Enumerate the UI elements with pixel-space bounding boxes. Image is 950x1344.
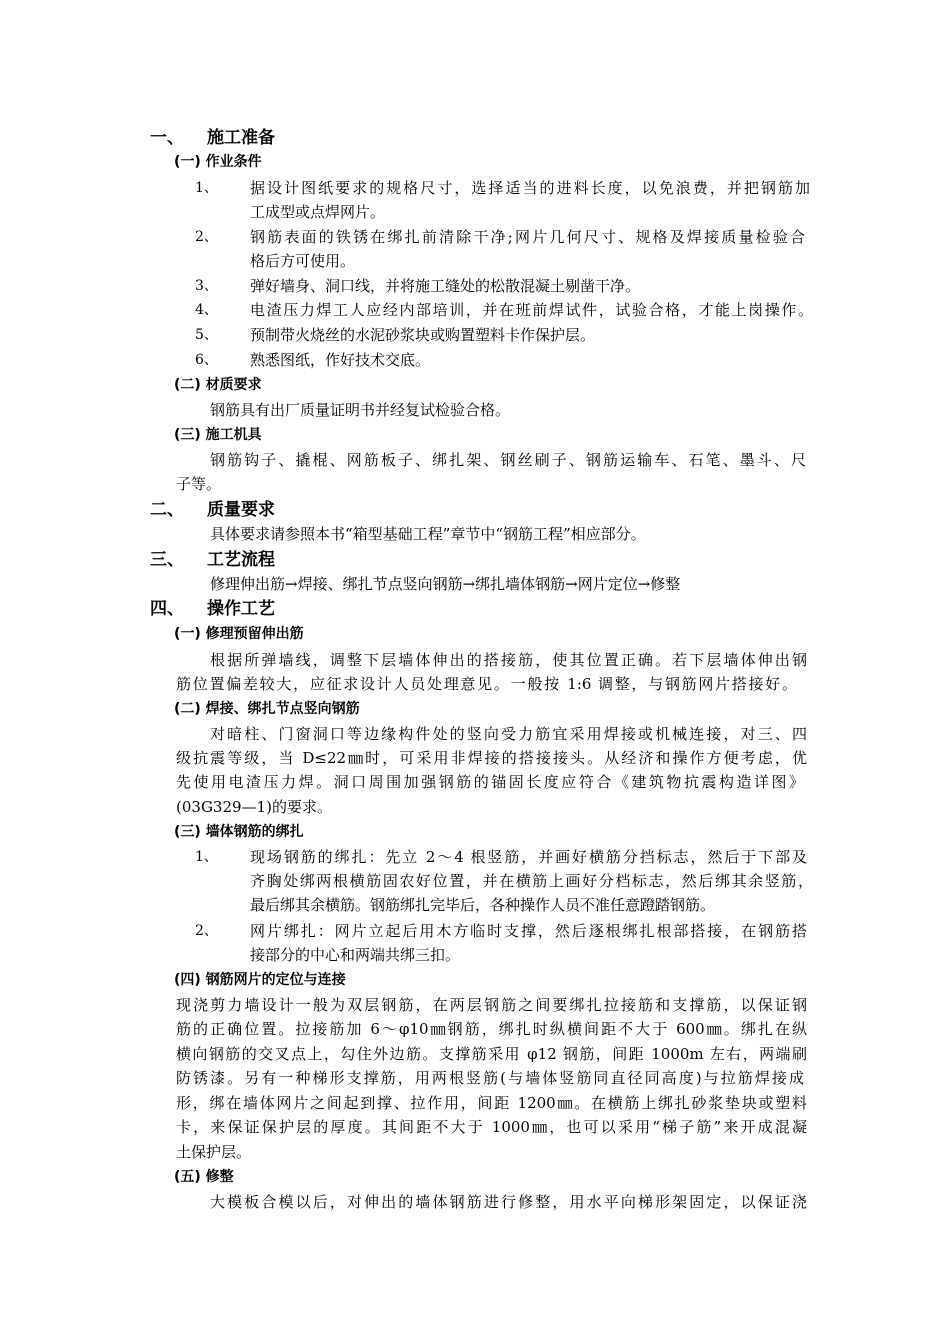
- subsection-4-4-title: (四) 钢筋网片的定位与连接: [174, 972, 346, 988]
- item-number: 1、: [195, 180, 218, 196]
- subsection-1-1-title: (一) 作业条件: [174, 154, 262, 170]
- item-number: 6、: [195, 352, 218, 368]
- item-text: 熟悉图纸，作好技术交底。: [250, 351, 431, 369]
- item-text-cont: 齐胸处绑两根横筋固农好位置，并在横筋上画好分档标志，然后绑其余竖筋，: [250, 872, 813, 890]
- subsection-4-1-title: (一) 修理预留伸出筋: [174, 626, 304, 642]
- paragraph-text: 对暗柱、门窗洞口等边缘构件处的竖向受力筋宜采用焊接或机械连接，对三、四: [210, 725, 807, 743]
- item-text: 弹好墙身、洞口线，并将施工缝处的松散混凝土剔凿干净。: [250, 277, 641, 295]
- paragraph-text: 钢筋钩子、撬棍、网筋板子、绑扎架、钢丝刷子、钢筋运输车、石笔、墨斗、尺: [210, 451, 806, 469]
- section-4-number: 四、: [150, 599, 184, 619]
- item-text: 电渣压力焊工人应经内部培训，并在班前焊试件，试验合格，才能上岗操作。: [250, 301, 813, 319]
- item-number: 2、: [195, 229, 218, 245]
- item-text: 现场钢筋的绑扎：先立 2～4 根竖筋，并画好横筋分挡标志，然后于下部及: [250, 848, 807, 866]
- paragraph-text-cont: 子等。: [176, 475, 222, 493]
- item-number: 4、: [195, 302, 218, 318]
- paragraph-text-cont: 形，绑在墙体网片之间起到撑、拉作用，间距 1200㎜。在横筋上绑扎砂浆垫块或塑料: [176, 1094, 807, 1112]
- item-text: 预制带火烧丝的水泥砂浆块或购置塑料卡作保护层。: [250, 326, 596, 344]
- paragraph-text: 根据所弹墙线，调整下层墙体伸出的搭接筋，使其位置正确。若下层墙体伸出钢: [210, 651, 807, 669]
- paragraph-text: 具体要求请参照本书“箱型基础工程”章节中“钢筋工程”相应部分。: [210, 525, 646, 543]
- item-number: 5、: [195, 327, 218, 343]
- paragraph-text-cont: (03G329—1)的要求。: [176, 798, 332, 816]
- subsection-1-3-title: (三) 施工机具: [174, 427, 262, 443]
- paragraph-text-cont: 筋的正确位置。拉接筋加 6～φ10㎜钢筋，绑扎时纵横间距不大于 600㎜。绑扎在纵: [176, 1020, 807, 1038]
- paragraph-text-cont: 防锈漆。另有一种梯形支撑筋，用两根竖筋(与墙体竖筋同直径同高度)与拉筋焊接成: [176, 1069, 804, 1087]
- item-number: 3、: [195, 278, 218, 294]
- subsection-4-2-title: (二) 焊接、绑扎节点竖向钢筋: [174, 701, 360, 717]
- section-2-number: 二、: [150, 500, 184, 520]
- paragraph-text-cont: 筋位置偏差较大，应征求设计人员处理意见。一般按 1:6 调整，与钢筋网片搭接好。: [176, 675, 797, 693]
- item-text: 网片绑扎：网片立起后用木方临时支撑，然后逐根绑扎根部搭接，在钢筋搭: [250, 922, 807, 940]
- item-text: 据设计图纸要求的规格尺寸，选择适当的进料长度，以免浪费，并把钢筋加: [250, 179, 810, 197]
- section-3-title: 工艺流程: [207, 550, 275, 570]
- subsection-4-3-title: (三) 墙体钢筋的绑扎: [174, 824, 304, 840]
- item-number: 2、: [195, 923, 218, 939]
- section-4-title: 操作工艺: [207, 599, 275, 619]
- paragraph-text-cont: 先使用电渣压力焊。洞口周围加强钢筋的锚固长度应符合《建筑物抗震构造详图》: [176, 773, 804, 791]
- item-number: 1、: [195, 849, 218, 865]
- item-text-cont: 格后方可使用。: [250, 252, 356, 270]
- paragraph-text: 钢筋具有出厂质量证明书并经复试检验合格。: [210, 401, 511, 419]
- paragraph-text-cont: 级抗震等级，当 D≤22㎜时，可采用非焊接的搭接接头。从经济和操作方便考虑，优: [176, 749, 807, 767]
- item-text-cont: 最后绑其余横筋。钢筋绑扎完毕后，各种操作人员不准任意蹬踏钢筋。: [250, 896, 716, 914]
- subsection-1-2-title: (二) 材质要求: [174, 377, 262, 393]
- section-2-title: 质量要求: [207, 500, 275, 520]
- item-text-cont: 工成型或点焊网片。: [250, 203, 386, 221]
- section-3-number: 三、: [150, 550, 184, 570]
- section-1-number: 一、: [150, 128, 184, 148]
- paragraph-text-cont: 卡，来保证保护层的厚度。其间距不大于 1000㎜，也可以采用“梯子筋”来开成混凝: [176, 1118, 807, 1136]
- paragraph-text: 修理伸出筋→焊接、绑扎节点竖向钢筋→绑扎墙体钢筋→网片定位→修整: [210, 575, 681, 593]
- paragraph-text-cont: 土保护层。: [176, 1143, 252, 1161]
- section-1-title: 施工准备: [207, 128, 275, 148]
- item-text: 钢筋表面的铁锈在绑扎前清除干净;网片几何尺寸、规格及焊接质量检验合: [250, 228, 805, 246]
- paragraph-text: 大模板合模以后，对伸出的墙体钢筋进行修整，用水平向梯形架固定，以保证浇: [210, 1193, 807, 1211]
- paragraph-text-cont: 横向钢筋的交叉点上，勾住外边筋。支撑筋采用 φ12 钢筋，间距 1000m 左右，两端刷: [176, 1045, 807, 1063]
- paragraph-text: 现浇剪力墙设计一般为双层钢筋，在两层钢筋之间要绑扎拉接筋和支撑筋，以保证钢: [176, 996, 807, 1014]
- item-text-cont: 接部分的中心和两端共绑三扣。: [250, 946, 461, 964]
- subsection-4-5-title: (五) 修整: [174, 1169, 234, 1185]
